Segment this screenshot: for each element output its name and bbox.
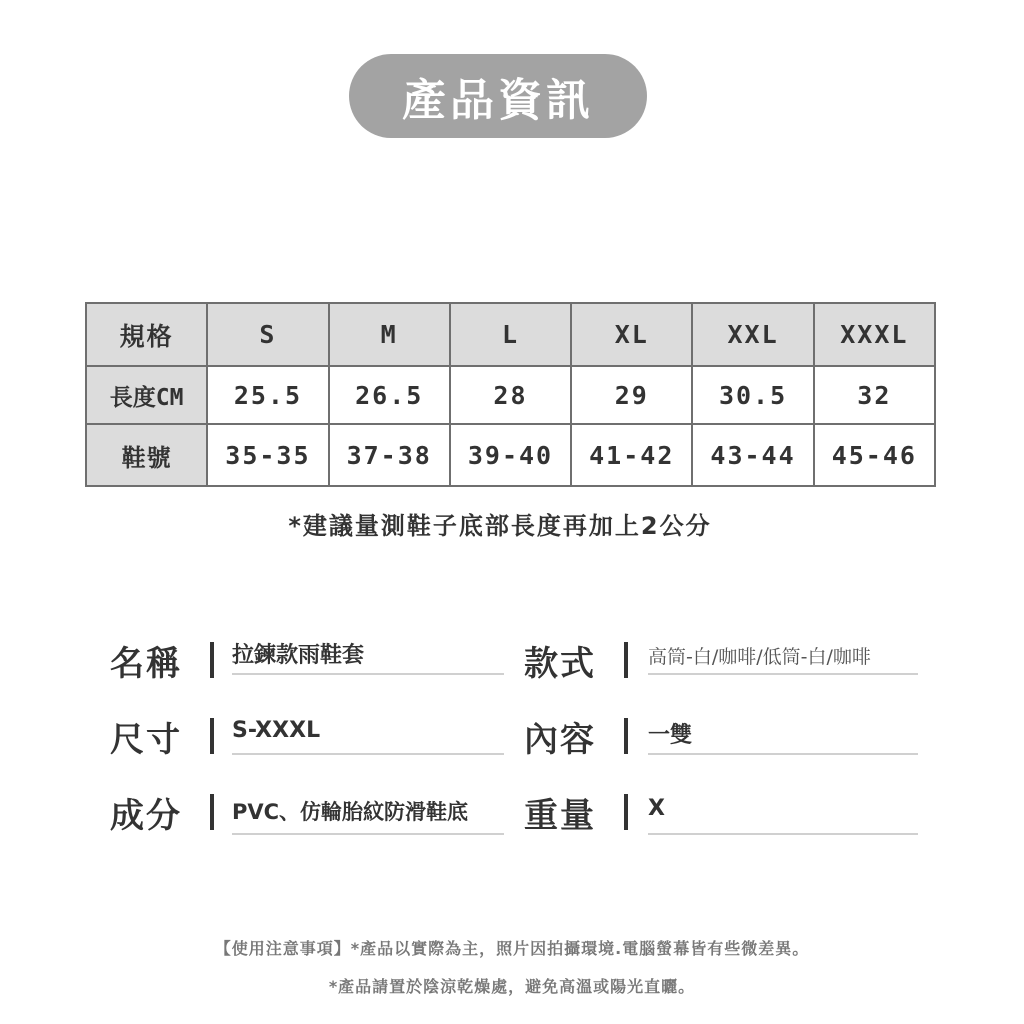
length-row-label: 長度CM [86,366,207,424]
measurement-note: *建議量測鞋子底部長度再加上2公分 [288,512,712,540]
shoe-size-row-label: 鞋號 [86,424,207,486]
style-value: 高筒-白/咖啡/低筒-白/咖啡 [648,646,871,668]
size-table-header-s: S [207,303,328,366]
size-table-header-l: L [450,303,571,366]
content-underline [648,753,918,755]
size-table-header-xxl: XXL [692,303,813,366]
shoe-size-cell: 35-35 [207,424,328,486]
weight-underline [648,833,918,835]
material-value: PVC、仿輪胎紋防滑鞋底 [232,800,469,824]
name-value: 拉鍊款雨鞋套 [232,643,365,668]
length-cell: 30.5 [692,366,813,424]
product-info-title: 產品資訊 [349,54,647,138]
size-table-header-m: M [329,303,450,366]
length-cell: 28 [450,366,571,424]
length-cell: 25.5 [207,366,328,424]
material-divider [210,794,214,830]
size-table-row-length [86,366,935,424]
material-underline [232,833,504,835]
weight-label: 重量 [524,796,596,836]
content-divider [624,718,628,754]
size-table [85,302,936,487]
weight-divider [624,794,628,830]
size-label: 尺寸 [110,720,182,760]
weight-value: X [648,796,665,821]
style-label: 款式 [524,644,596,684]
size-underline [232,753,504,755]
size-table-row-shoe-size [86,424,935,486]
length-cell: 29 [571,366,692,424]
name-underline [232,673,504,675]
material-label: 成分 [110,796,182,836]
size-divider [210,718,214,754]
size-value: S-XXXL [232,718,321,743]
usage-notice: 【使用注意事項】*產品以實際為主，照片因拍攝環境.電腦螢幕皆有些微差異。 [214,939,810,958]
storage-notice: *產品請置於陰涼乾燥處，避免高溫或陽光直曬。 [328,977,696,996]
style-underline [648,673,918,675]
length-cell: 32 [814,366,935,424]
shoe-size-cell: 45-46 [814,424,935,486]
shoe-size-cell: 39-40 [450,424,571,486]
size-table-header-label: 規格 [86,303,207,366]
name-label: 名稱 [110,644,182,684]
size-table-header-xxxl: XXXL [814,303,935,366]
shoe-size-cell: 37-38 [329,424,450,486]
size-table-header-row [86,303,935,366]
name-divider [210,642,214,678]
shoe-size-cell: 41-42 [571,424,692,486]
size-table-header-xl: XL [571,303,692,366]
style-divider [624,642,628,678]
content-label: 內容 [524,720,596,760]
content-value: 一雙 [648,723,693,748]
length-cell: 26.5 [329,366,450,424]
shoe-size-cell: 43-44 [692,424,813,486]
